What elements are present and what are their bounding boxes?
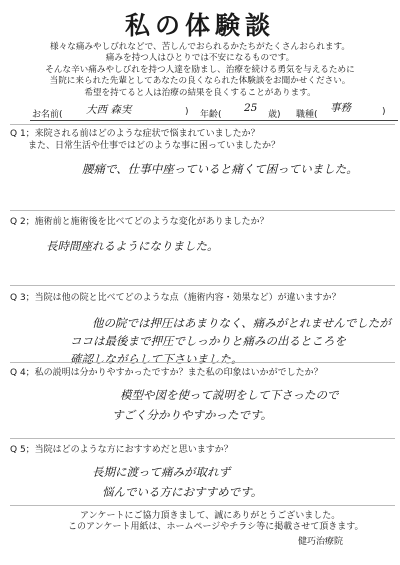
answer-text: 長期に渡って痛みが取れず [92, 465, 230, 479]
question-5 [10, 444, 233, 456]
name-label: お名前( [32, 110, 63, 120]
job-value: 事務 [330, 102, 351, 114]
answer-5 [92, 462, 262, 502]
question-text: Q 3；当院は他の院と比べてどのような点（施術内容・効果など）が違いますか？ [10, 293, 341, 303]
clinic-name: 健巧治療院 [298, 537, 344, 547]
question-3 [10, 292, 341, 304]
divider-line [10, 438, 395, 439]
intro-line: 様々な痛みやしびれなどで、苦しんでおられるかたちがたくさんおられます。 [50, 42, 350, 52]
divider-line [30, 120, 398, 121]
job-label: 職種( [296, 110, 318, 120]
divider-line [10, 362, 395, 363]
answer-text: 確認しながらして下さいました。 [70, 352, 243, 366]
answer-2 [46, 238, 219, 254]
job-suffix: ) [382, 107, 386, 117]
question-text: Q 5；当院はどのような方におすすめだと思いますか？ [10, 445, 233, 455]
intro-line: そんな辛い痛みやしびれを持つ人達を励まし、治療を続ける勇気を与えるために [45, 64, 355, 75]
answer-4 [112, 385, 339, 425]
name-value: 大西 森実 [86, 104, 132, 116]
answer-text: 模型や図を使って説明をして下さったので [120, 388, 339, 402]
answer-1 [82, 161, 358, 177]
question-text: Q 2；施術前と施術後を比べてどのような変化がありましたか？ [10, 217, 269, 227]
intro-line: 当院に来られた先輩としてあなたの良くなられた体験談をお聞かせください。 [49, 76, 351, 87]
answer-text: すごく分かりやすかったです。 [112, 408, 273, 422]
age-label: 年齢( [200, 110, 222, 120]
divider-line [10, 505, 395, 506]
intro-text [0, 42, 400, 99]
page-title: 私の体験談 [124, 11, 275, 40]
age-value: 25 [244, 102, 258, 114]
divider-line [10, 210, 395, 211]
answer-text: 長時間座れるようになりました。 [46, 239, 219, 253]
intro-line: 希望を持てると人は治療の結果を良くすることがあります。 [84, 87, 316, 98]
question-4 [10, 367, 323, 379]
answer-text: ココは最後まで押圧でしっかりと痛みの出るところを [70, 334, 346, 348]
question-1 [10, 128, 280, 152]
question-2 [10, 216, 269, 228]
answer-3 [70, 314, 391, 368]
divider-line [10, 285, 395, 286]
answer-text: 他の院では押圧はあまりなく、痛みがとれませんでしたが [92, 316, 391, 330]
name-suffix: ) [185, 107, 189, 117]
age-suffix: 歳) [268, 110, 281, 120]
intro-line: 痛みを持つ人はひとりでは不安になるものです。 [105, 53, 295, 64]
footer-notice: このアンケート用紙は、ホームページやチラシ等に掲載させて頂きます。 [68, 522, 364, 532]
divider-line [10, 124, 395, 125]
answer-text: 悩んでいる方におすすめです。 [102, 485, 263, 499]
question-text: Q 1；来院される前はどのような症状で悩まれていましたか？ [10, 129, 260, 139]
footer-thanks: アンケートにご協力頂きまして、誠にありがとうございました。 [80, 511, 341, 521]
question-text: Q 4；私の説明は分かりやすかったですか？また私の印象はいかがでしたか？ [10, 368, 323, 378]
question-text: また、日常生活や仕事ではどのような事に困っていましたか？ [10, 141, 281, 151]
answer-text: 腰痛で、仕事中座っていると痛くて困っていました。 [82, 162, 358, 176]
